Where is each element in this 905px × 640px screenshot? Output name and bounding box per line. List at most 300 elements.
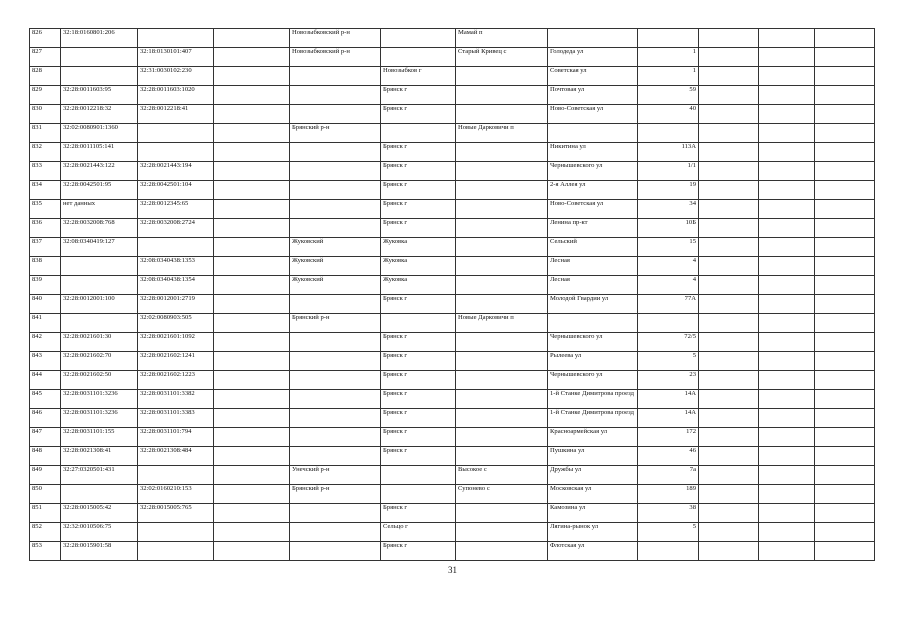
table-cell: Жуковский (290, 257, 381, 276)
table-cell (699, 86, 759, 105)
table-cell: 32:28:0012001:100 (61, 295, 138, 314)
table-row (30, 504, 875, 523)
table-cell: Брянский р-н (290, 314, 381, 333)
table-cell: Новозыбков г (381, 67, 456, 86)
table-cell: 32:28:0011105:141 (61, 143, 138, 162)
registry-table (29, 28, 875, 561)
table-cell: Брянск г (381, 542, 456, 561)
table-cell (815, 447, 875, 466)
table-cell: Брянск г (381, 428, 456, 447)
table-cell (815, 428, 875, 447)
table-cell (214, 333, 290, 352)
table-cell: 32:28:0011603:1020 (138, 86, 214, 105)
table-cell: 32:28:0012218:32 (61, 105, 138, 124)
table-cell: 32:08:0340419:127 (61, 238, 138, 257)
table-cell (456, 181, 548, 200)
table-cell: 850 (30, 485, 61, 504)
table-cell (214, 200, 290, 219)
table-cell: Новые Дарковичи п (456, 314, 548, 333)
table-cell (699, 504, 759, 523)
table-row (30, 371, 875, 390)
table-cell (290, 542, 381, 561)
table-cell: 32:28:0031101:3383 (138, 409, 214, 428)
table-cell (290, 333, 381, 352)
table-cell (815, 143, 875, 162)
table-cell (456, 542, 548, 561)
table-cell (815, 238, 875, 257)
table-cell: 38 (638, 504, 699, 523)
table-row (30, 428, 875, 447)
table-cell: Лесная (548, 257, 638, 276)
table-cell (214, 143, 290, 162)
table-cell: Брянск г (381, 105, 456, 124)
table-cell: Брянск г (381, 295, 456, 314)
table-row (30, 238, 875, 257)
table-cell (290, 390, 381, 409)
table-cell (759, 428, 815, 447)
table-cell: 7а (638, 466, 699, 485)
table-cell: Брянск г (381, 162, 456, 181)
table-cell (456, 352, 548, 371)
table-cell (759, 485, 815, 504)
table-row (30, 200, 875, 219)
table-cell (815, 333, 875, 352)
table-cell (759, 238, 815, 257)
table-cell: 15 (638, 238, 699, 257)
table-cell (699, 143, 759, 162)
table-cell (815, 485, 875, 504)
table-cell (759, 447, 815, 466)
table-cell: 46 (638, 447, 699, 466)
table-cell: 14А (638, 409, 699, 428)
table-cell: Рылеева ул (548, 352, 638, 371)
table-cell (138, 124, 214, 143)
table-cell: 32:28:0021602:70 (61, 352, 138, 371)
table-cell (699, 162, 759, 181)
table-cell (759, 143, 815, 162)
table-cell (214, 371, 290, 390)
table-cell (759, 67, 815, 86)
table-cell: 5 (638, 352, 699, 371)
table-cell: 113А (638, 143, 699, 162)
table-cell: 72/5 (638, 333, 699, 352)
table-cell: 32:28:0042501:104 (138, 181, 214, 200)
table-cell (456, 162, 548, 181)
table-cell: 844 (30, 371, 61, 390)
table-cell: Брянск г (381, 181, 456, 200)
table-cell: Жуковка (381, 276, 456, 295)
table-cell (456, 333, 548, 352)
table-cell (290, 295, 381, 314)
table-cell: 32:32:0010506:75 (61, 523, 138, 542)
table-cell (214, 238, 290, 257)
table-cell: Брянск г (381, 409, 456, 428)
table-cell (759, 409, 815, 428)
table-cell (290, 86, 381, 105)
table-cell: 32:28:0042501:95 (61, 181, 138, 200)
table-cell: 839 (30, 276, 61, 295)
table-row (30, 86, 875, 105)
table-cell: 10Б (638, 219, 699, 238)
table-cell: Жуковский (290, 276, 381, 295)
table-cell: 848 (30, 447, 61, 466)
table-cell: 32:28:0021308:41 (61, 447, 138, 466)
table-cell: Ново-Советская ул (548, 200, 638, 219)
table-cell: 32:28:0031101:794 (138, 428, 214, 447)
table-cell (699, 485, 759, 504)
table-cell (699, 200, 759, 219)
table-cell (548, 314, 638, 333)
table-cell (290, 428, 381, 447)
table-cell (214, 314, 290, 333)
table-cell: Брянск г (381, 352, 456, 371)
table-cell: 32:28:0021443:122 (61, 162, 138, 181)
table-cell (456, 523, 548, 542)
table-cell: Жуковский (290, 238, 381, 257)
table-cell: 1-й Станке Димитрова проезд (548, 409, 638, 428)
table-cell: 836 (30, 219, 61, 238)
table-cell: Брянск г (381, 86, 456, 105)
table-cell (759, 333, 815, 352)
table-cell (456, 67, 548, 86)
table-cell (815, 86, 875, 105)
table-cell (290, 181, 381, 200)
table-cell: 835 (30, 200, 61, 219)
table-cell (214, 390, 290, 409)
table-cell (290, 105, 381, 124)
table-cell: 32:02:0160210:153 (138, 485, 214, 504)
table-cell: 32:28:0012218:41 (138, 105, 214, 124)
table-row (30, 409, 875, 428)
table-row (30, 390, 875, 409)
table-cell (456, 86, 548, 105)
table-cell: 4 (638, 257, 699, 276)
table-cell (759, 523, 815, 542)
table-cell (759, 390, 815, 409)
page-number: 31 (448, 565, 457, 575)
table-cell: 840 (30, 295, 61, 314)
table-cell (214, 466, 290, 485)
table-cell (381, 124, 456, 143)
registry-table-body (30, 29, 875, 561)
table-cell (214, 409, 290, 428)
table-cell: 59 (638, 86, 699, 105)
table-row (30, 466, 875, 485)
table-cell (61, 485, 138, 504)
table-cell (699, 314, 759, 333)
table-cell: Лягина-рынок ул (548, 523, 638, 542)
table-cell: Мамай п (456, 29, 548, 48)
table-cell (759, 295, 815, 314)
table-cell: 32:18:0160801:206 (61, 29, 138, 48)
table-cell: Московская ул (548, 485, 638, 504)
table-cell (699, 447, 759, 466)
table-cell (699, 257, 759, 276)
table-cell: 827 (30, 48, 61, 67)
table-cell: Брянск г (381, 504, 456, 523)
table-cell (138, 542, 214, 561)
table-cell: 32:28:0015901:58 (61, 542, 138, 561)
table-row (30, 276, 875, 295)
table-cell: Пушкина ул (548, 447, 638, 466)
table-cell (815, 276, 875, 295)
table-cell (214, 124, 290, 143)
table-row (30, 29, 875, 48)
table-cell: 32:28:0031101:155 (61, 428, 138, 447)
table-cell (456, 295, 548, 314)
table-row (30, 67, 875, 86)
table-cell: 849 (30, 466, 61, 485)
table-cell (214, 276, 290, 295)
table-cell: Брянск г (381, 143, 456, 162)
table-cell (815, 314, 875, 333)
table-cell (815, 181, 875, 200)
table-cell (815, 48, 875, 67)
table-row (30, 295, 875, 314)
table-cell: 32:02:0080903:505 (138, 314, 214, 333)
table-cell (456, 428, 548, 447)
table-cell (214, 219, 290, 238)
table-cell: Сельцо г (381, 523, 456, 542)
table-cell: 23 (638, 371, 699, 390)
table-cell (699, 295, 759, 314)
table-cell (815, 257, 875, 276)
table-cell (214, 67, 290, 86)
table-cell (759, 200, 815, 219)
table-cell (214, 428, 290, 447)
table-cell (290, 409, 381, 428)
table-row (30, 181, 875, 200)
table-cell (290, 447, 381, 466)
table-cell: 32:28:0021308:484 (138, 447, 214, 466)
table-row (30, 143, 875, 162)
table-cell (759, 371, 815, 390)
table-row (30, 447, 875, 466)
table-cell (759, 86, 815, 105)
table-cell: 853 (30, 542, 61, 561)
table-cell: Новозыбковский р-н (290, 29, 381, 48)
table-cell: 32:28:0021602:50 (61, 371, 138, 390)
table-cell (214, 485, 290, 504)
table-cell: Супонево с (456, 485, 548, 504)
table-cell (699, 29, 759, 48)
table-cell (638, 29, 699, 48)
table-cell: Никитина ул (548, 143, 638, 162)
table-cell: Голодеда ул (548, 48, 638, 67)
table-cell (61, 257, 138, 276)
table-cell: 832 (30, 143, 61, 162)
table-cell: Новые Дарковичи п (456, 124, 548, 143)
table-cell (815, 105, 875, 124)
table-cell (214, 181, 290, 200)
table-cell: 838 (30, 257, 61, 276)
table-cell (456, 219, 548, 238)
table-cell (638, 542, 699, 561)
table-cell (290, 143, 381, 162)
table-cell: 19 (638, 181, 699, 200)
table-cell (381, 466, 456, 485)
table-cell: Ленина пр-кт (548, 219, 638, 238)
table-cell: 32:08:0340438:1353 (138, 257, 214, 276)
table-cell (456, 371, 548, 390)
table-cell: 32:28:0012345:65 (138, 200, 214, 219)
table-cell (381, 29, 456, 48)
table-cell (815, 162, 875, 181)
table-cell: Старый Кривец с (456, 48, 548, 67)
table-cell (456, 447, 548, 466)
table-cell (214, 86, 290, 105)
table-cell (381, 48, 456, 67)
table-cell: Новозыбковский р-н (290, 48, 381, 67)
table-cell: 32:28:0031101:3382 (138, 390, 214, 409)
table-row (30, 124, 875, 143)
table-cell: 834 (30, 181, 61, 200)
table-cell (61, 276, 138, 295)
table-cell: Брянск г (381, 333, 456, 352)
table-cell (214, 48, 290, 67)
table-cell (548, 29, 638, 48)
table-cell (214, 504, 290, 523)
table-cell (381, 485, 456, 504)
table-cell (759, 504, 815, 523)
table-cell: 4 (638, 276, 699, 295)
table-cell (290, 352, 381, 371)
table-cell: 32:31:0030102:230 (138, 67, 214, 86)
table-cell (759, 48, 815, 67)
table-cell (456, 504, 548, 523)
table-cell: 32:02:0080901:1360 (61, 124, 138, 143)
table-cell (699, 542, 759, 561)
table-cell: 32:28:0031101:3236 (61, 390, 138, 409)
table-cell: Лесная (548, 276, 638, 295)
table-cell (699, 333, 759, 352)
table-cell (815, 67, 875, 86)
table-cell: Брянск г (381, 390, 456, 409)
table-cell (290, 162, 381, 181)
table-row (30, 542, 875, 561)
table-cell (759, 105, 815, 124)
table-cell: Чернышевского ул (548, 333, 638, 352)
table-cell (61, 48, 138, 67)
table-cell: 845 (30, 390, 61, 409)
table-cell: Жуковка (381, 257, 456, 276)
table-cell: 32:28:0021601:30 (61, 333, 138, 352)
table-cell: Брянск г (381, 447, 456, 466)
table-cell (759, 542, 815, 561)
table-cell (759, 29, 815, 48)
table-cell (214, 29, 290, 48)
table-cell: 34 (638, 200, 699, 219)
table-cell (815, 352, 875, 371)
table-cell (759, 162, 815, 181)
table-cell: нет данных (61, 200, 138, 219)
table-cell (290, 371, 381, 390)
table-cell (699, 124, 759, 143)
table-cell: 189 (638, 485, 699, 504)
table-cell (138, 143, 214, 162)
table-cell (381, 314, 456, 333)
table-cell: 828 (30, 67, 61, 86)
table-cell (456, 257, 548, 276)
table-cell (214, 295, 290, 314)
table-cell: Дружбы ул (548, 466, 638, 485)
table-cell (456, 390, 548, 409)
table-cell: 172 (638, 428, 699, 447)
table-cell (214, 257, 290, 276)
table-cell: 32:27:0320501:431 (61, 466, 138, 485)
table-cell (214, 542, 290, 561)
table-row (30, 333, 875, 352)
table-cell (61, 67, 138, 86)
table-cell: 32:28:0021602:1223 (138, 371, 214, 390)
table-cell (759, 219, 815, 238)
table-cell: 1 (638, 48, 699, 67)
table-cell: Чернышевского ул (548, 371, 638, 390)
table-row (30, 352, 875, 371)
table-cell (138, 29, 214, 48)
table-row (30, 48, 875, 67)
table-cell: Сельский (548, 238, 638, 257)
table-cell: 841 (30, 314, 61, 333)
table-row (30, 485, 875, 504)
table-cell: 852 (30, 523, 61, 542)
table-cell: 847 (30, 428, 61, 447)
table-cell: Брянск г (381, 200, 456, 219)
table-cell (759, 352, 815, 371)
table-cell: Брянский р-н (290, 124, 381, 143)
table-cell (290, 67, 381, 86)
table-cell: 831 (30, 124, 61, 143)
table-cell: Брянский р-н (290, 485, 381, 504)
table-cell: Камозина ул (548, 504, 638, 523)
table-cell (138, 238, 214, 257)
table-row (30, 162, 875, 181)
table-cell (214, 105, 290, 124)
table-cell (456, 276, 548, 295)
table-row (30, 257, 875, 276)
table-cell (214, 162, 290, 181)
table-cell: 826 (30, 29, 61, 48)
table-cell (815, 200, 875, 219)
table-cell: 14А (638, 390, 699, 409)
table-cell (699, 352, 759, 371)
table-cell (214, 447, 290, 466)
table-cell (456, 409, 548, 428)
table-cell (699, 428, 759, 447)
table-cell: 32:28:0021602:1241 (138, 352, 214, 371)
table-cell (815, 390, 875, 409)
table-cell: 32:28:0012001:2719 (138, 295, 214, 314)
table-cell (456, 105, 548, 124)
table-cell: 40 (638, 105, 699, 124)
table-cell (699, 181, 759, 200)
table-cell (456, 143, 548, 162)
table-cell (290, 523, 381, 542)
table-cell: 837 (30, 238, 61, 257)
table-cell: 833 (30, 162, 61, 181)
table-cell (759, 181, 815, 200)
table-cell (290, 219, 381, 238)
table-cell: 32:28:0021601:1092 (138, 333, 214, 352)
table-cell (815, 542, 875, 561)
table-cell: 846 (30, 409, 61, 428)
table-cell: Жуковка (381, 238, 456, 257)
table-cell: 5 (638, 523, 699, 542)
table-row (30, 314, 875, 333)
table-cell: 77А (638, 295, 699, 314)
table-cell: 2-я Аллея ул (548, 181, 638, 200)
table-cell: Чернышевского ул (548, 162, 638, 181)
